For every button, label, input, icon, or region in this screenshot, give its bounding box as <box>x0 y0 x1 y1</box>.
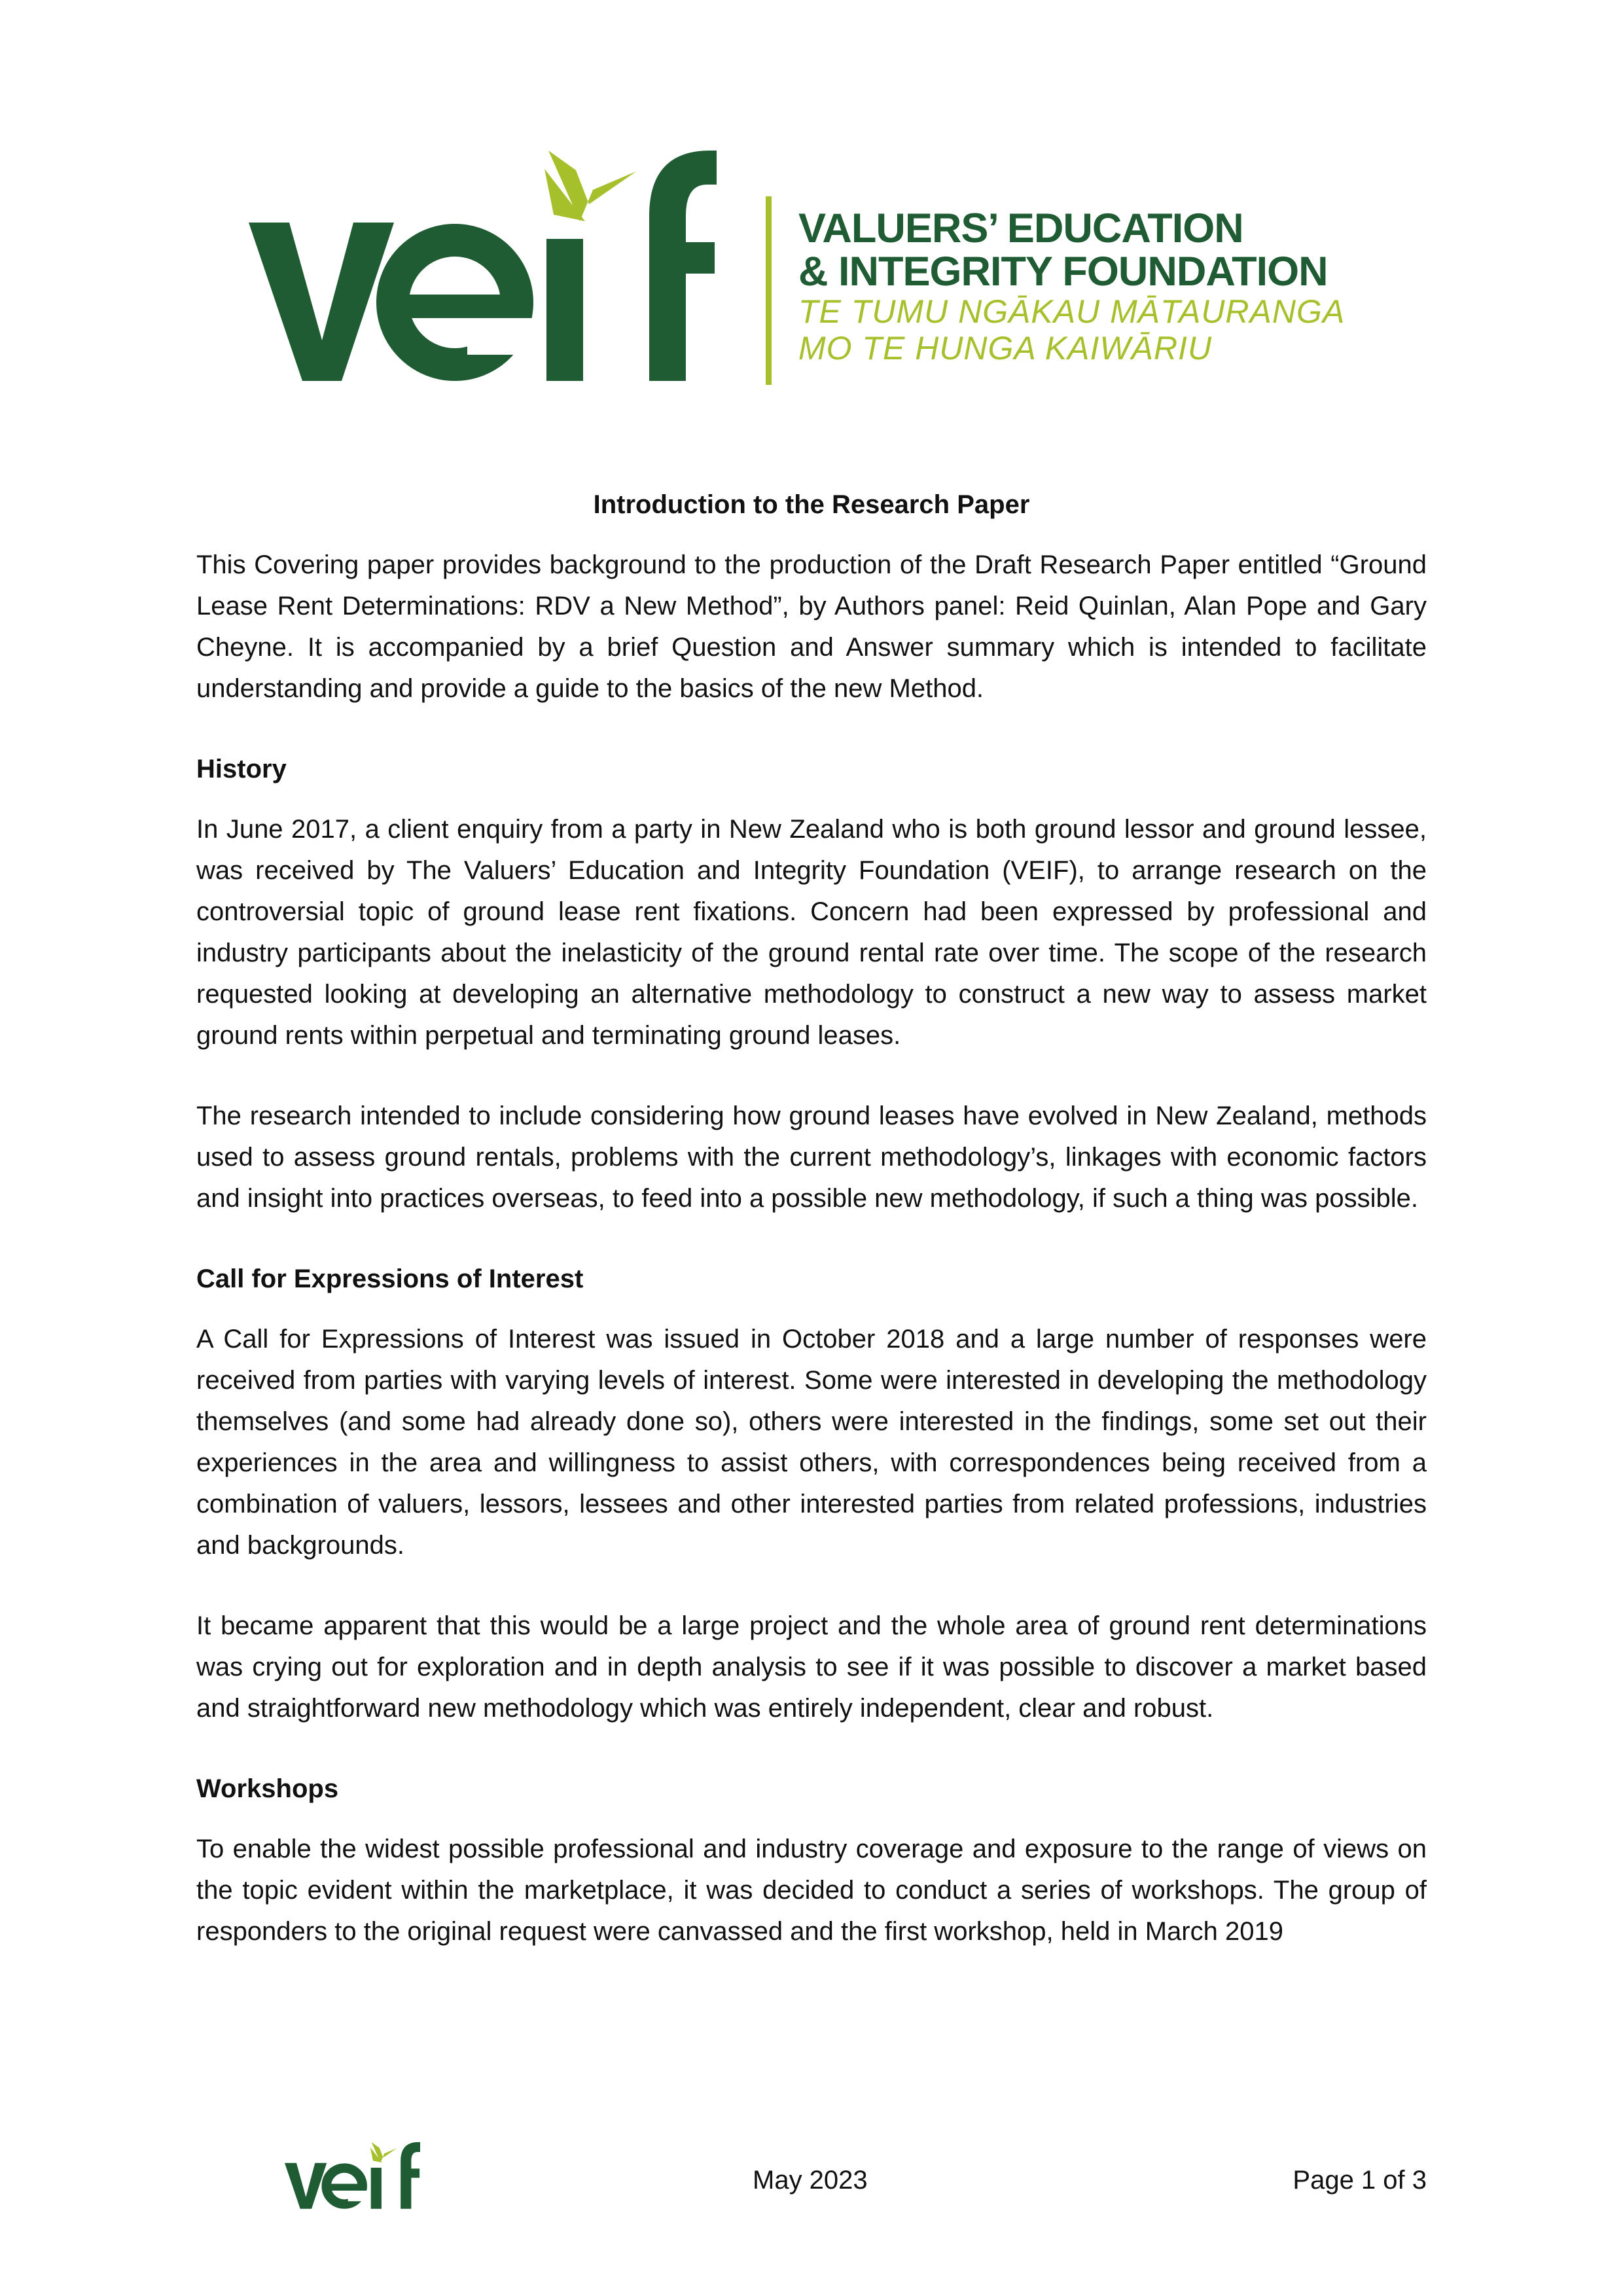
maori-name-line-2: MO TE HUNGA KAIWĀRIU <box>798 330 1213 367</box>
history-paragraph-2: The research intended to include considering how ground leases have evolved in New Zealand, methods used to assess ground rentals, problems with the current methodology’s, linkages with economic factors and insight into practices overseas, to feed into a possible new methodology, if such a thing was possible. <box>196 1102 1427 1213</box>
veif-logo <box>249 144 746 393</box>
veif-footer-logo <box>281 2140 432 2212</box>
section-heading-call-for-interest: Call for Expressions of Interest <box>196 1265 584 1293</box>
intro-paragraph: This Covering paper provides background to the production of the Draft Research Paper entitled “Ground Lease Rent Determinations: RDV a New Method”, by Authors panel: Reid Quinlan, Alan Pope and Gary Cheyne. It is accompanied by a brief Question and Answer summary which is intended to facilitate understanding and provide a guide to the basics of the new Method. <box>196 550 1427 703</box>
document-title: Introduction to the Research Paper <box>593 490 1030 519</box>
maori-name-line-1: TE TUMU NGĀKAU MĀTAURANGA <box>798 293 1346 330</box>
page-number: Page 1 of 3 <box>1293 2166 1427 2195</box>
org-name-line-1: VALUERS’ EDUCATION <box>798 206 1243 251</box>
section-heading-workshops: Workshops <box>196 1774 339 1803</box>
page-header <box>249 144 1400 393</box>
history-paragraph-1: In June 2017, a client enquiry from a party in New Zealand who is both ground lessor and ground lessee, was received by The Valuers’ Education and Integrity Foundation (VEIF), to arrange research on the controversial topic of ground lease rent fixations. Concern had been expressed by professional and industry participants about the inelasticity of the ground rental rate over time. The scope of the research requested looking at developing an alternative methodology to construct a new way to assess market ground rents within perpetual and terminating ground leases. <box>196 815 1427 1050</box>
call-paragraph-2: It became apparent that this would be a large project and the whole area of ground rent determinations was crying out for exploration and in depth analysis to see if it was possible to discover a market based and straightforward new methodology which was entirely independent, clear and robust. <box>196 1611 1427 1723</box>
footer-date: May 2023 <box>753 2166 868 2195</box>
org-name-line-2: & INTEGRITY FOUNDATION <box>798 249 1328 295</box>
organisation-name <box>798 207 1400 367</box>
call-paragraph-1: A Call for Expressions of Interest was issued in October 2018 and a large number of responses were received from parties with varying levels of interest. Some were interested in developing the methodology themselves (and some had already done so), others were interested in the findings, some set out their experiences in the area and willingness to assist others, with correspondences being received from a combination of valuers, lessors, lessees and other interested parties from related professions, industries and backgrounds. <box>196 1325 1427 1560</box>
document-body <box>196 484 1427 1952</box>
logo-divider <box>766 196 772 385</box>
workshops-paragraph-1: To enable the widest possible professional and industry coverage and exposure to the range of views on the topic evident within the marketplace, it was decided to conduct a series of workshops. The group of responders to the original request were canvassed and the first workshop, held in March 2019 <box>196 1835 1427 1946</box>
page-footer <box>0 2140 1623 2219</box>
section-heading-history: History <box>196 755 287 783</box>
